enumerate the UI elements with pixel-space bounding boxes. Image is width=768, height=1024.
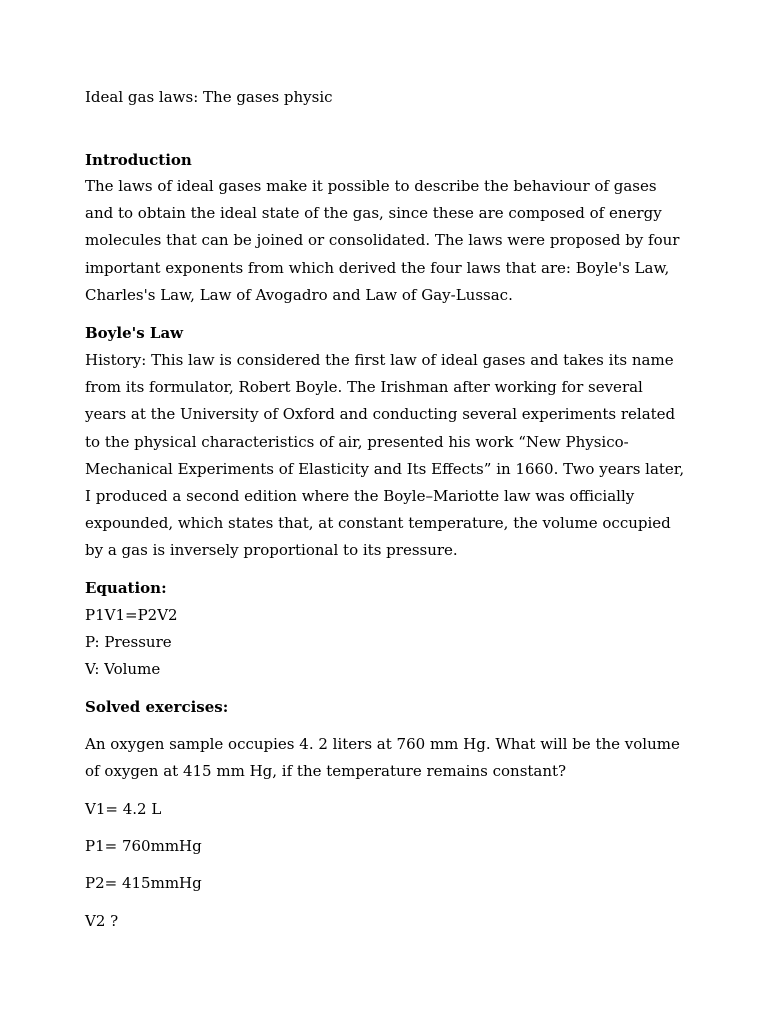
given-p2: P2= 415mmHg — [85, 874, 202, 892]
volume-definition: V: Volume — [85, 660, 161, 679]
pressure-definition: P: Pressure — [85, 633, 172, 652]
equation-block — [85, 602, 178, 684]
exercise-problem: An oxygen sample occupies 4. 2 liters at 760 mm Hg. What will be the volume of oxygen at 415 mm Hg, if the temperature remains constant? — [85, 735, 680, 781]
solved-exercises-heading: Solved exercises: — [85, 698, 229, 716]
introduction-heading: Introduction — [85, 151, 192, 169]
equation-formula: P1V1=P2V2 — [85, 606, 178, 624]
unknown-v2: V2 ? — [85, 912, 119, 930]
given-p1: P1= 760mmHg — [85, 837, 202, 855]
document-title: Ideal gas laws: The gases physic — [85, 88, 333, 106]
boyles-law-heading: Boyle's Law — [85, 324, 184, 342]
introduction-paragraph: The laws of ideal gases make it possible to describe the behaviour of gases and to obtain the ideal state of the gas, since these are composed of energy molecules that can be joined or consolidated. The laws were proposed by four important exponents from which derived the four laws that are: Boyle's Law, Charles's Law, Law of Avogadro and Law of Gay-Lussac. — [85, 177, 680, 304]
boyles-law-paragraph: History: This law is considered the first law of ideal gases and takes its name from its formulator, Robert Boyle. The Irishman after working for several years at the University of Oxford and conducting several experiments related to the physical characteristics of air, presented his work “New Physico-Mechanical Experiments of Elasticity and Its Effects” in 1660. Two years later, I produced a second edition where the Boyle–Mariotte law was officially expounded, which states that, at constant temperature, the volume occupied by a gas is inversely proportional to its pressure. — [85, 351, 685, 560]
equation-heading: Equation: — [85, 579, 167, 597]
given-v1: V1= 4.2 L — [85, 800, 162, 818]
